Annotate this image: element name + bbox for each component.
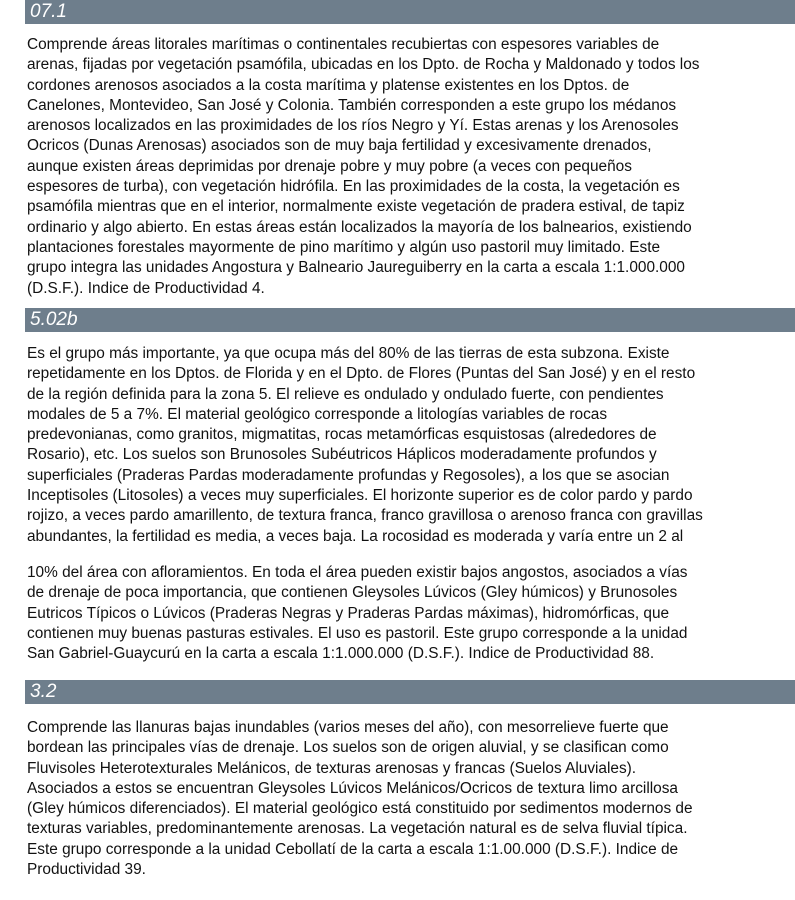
text-line: (Gley húmicos diferenciados). El material geológico está constituido por sedimentos modernos de [27, 800, 693, 818]
text-line: ordinario y algo abierto. En estas áreas están localizados la mayoría de los balnearios, existiendo [27, 218, 692, 236]
section-header-07-1 [25, 0, 795, 24]
text-line: arenas, fijadas por vegetación psamófila, ubicadas en los Dpto. de Rocha y Maldonado y todos los [27, 56, 700, 74]
text-line: Este grupo corresponde a la unidad Cebollatí de la carta a escala 1:1.00.000 (D.S.F.). Indice de [27, 840, 679, 858]
text-line: grupo integra las unidades Angostura y Balneario Jaureguiberry en la carta a escala 1:1.000.000 [27, 259, 685, 277]
text-line: Eutricos Típicos o Lúvicos (Praderas Negras y Praderas Pardas máximas), hidromórficas, que [27, 604, 670, 622]
text-line: contienen muy buenas pasturas estivales. El uso es pastoril. Este grupo corresponde a la unidad [27, 624, 688, 642]
text-line: Ocricos (Dunas Arenosas) asociados son de muy baja fertilidad y excesivamente drenados, [27, 137, 652, 155]
text-line: aunque existen áreas deprimidas por drenaje pobre y muy pobre (a veces con pequeños [27, 157, 632, 175]
text-line: repetidamente en los Dptos. de Florida y en el Dpto. de Flores (Puntas del San José) y en el resto [27, 365, 696, 383]
text-line: texturas variables, predominantemente arenosas. La vegetación natural es de selva fluvial típica. [27, 820, 688, 838]
section-paragraph-3-2 [27, 718, 787, 880]
text-line: Comprende las llanuras bajas inundables (varios meses del año), con mesorrelieve fuerte que [27, 719, 669, 736]
text-line: rojizo, a veces pardo amarillento, de textura franca, franco gravillosa o arenoso franca con gravillas [27, 507, 703, 525]
text-line: predevonianas, como granitos, migmatitas, rocas metamórficas esquistosas (alrededores de [27, 426, 657, 444]
text-line: Inceptisoles (Litosoles) a veces muy superficiales. El horizonte superior es de color pardo y pardo [27, 487, 693, 505]
section-code: 3.2 [30, 681, 57, 702]
text-line: modales de 5 a 7%. El material geológico corresponde a litologías variables de rocas [27, 405, 608, 423]
text-line: espesores de turba), con vegetación hidrófila. En las proximidades de la costa, la vegetación es [27, 178, 680, 196]
section-header-3-2 [25, 680, 795, 704]
text-line: Asociados a estos se encuentran Gleysoles Lúvicos Melánicos/Ocricos de textura limo arcillosa [27, 779, 678, 797]
text-line: bordean las principales vías de drenaje. Los suelos son de origen aluvial, y se clasifican como [27, 739, 669, 757]
text-line: arenosos localizados en las proximidades de los ríos Negro y Yí. Estas arenas y los Arenosoles [27, 117, 679, 135]
text-line: Es el grupo más importante, ya que ocupa más del 80% de las tierras de esta subzona. Existe [27, 345, 670, 362]
section-header-5-02b [25, 308, 795, 332]
text-line: cordones arenosos asociados a la costa marítima y platense existentes en los Dptos. de [27, 76, 630, 94]
text-line: Fluvisoles Heterotexturales Melánicos, de texturas arenosas y francas (Suelos Aluviales). [27, 759, 637, 777]
text-line: Comprende áreas litorales marítimas o continentales recubiertas con espesores variables de [27, 36, 660, 53]
text-line: (D.S.F.). Indice de Productividad 4. [27, 279, 265, 297]
section-paragraph-5-02b-continued [27, 563, 787, 664]
text-line: psamófila mientras que en el interior, normalmente existe vegetación de pradera estival, de tapiz [27, 198, 685, 216]
text-line: 10% del área con afloramientos. En toda el área pueden existir bajos angostos, asociados a vías [27, 564, 688, 581]
text-line: de drenaje de poca importancia, que contienen Gleysoles Lúvicos (Gley húmicos) y Brunosoles [27, 584, 678, 602]
text-line: Productividad 39. [27, 861, 146, 879]
text-line: de la región definida para la zona 5. El relieve es ondulado y ondulado fuerte, con pendientes [27, 385, 664, 403]
text-line: plantaciones forestales mayormente de pino marítimo y algún uso pastoril muy limitado. Este [27, 238, 661, 256]
text-line: superficiales (Praderas Pardas moderadamente profundas y Regosoles), a los que se asocian [27, 466, 670, 484]
text-line: San Gabriel-Guaycurú en la carta a escala 1:1.000.000 (D.S.F.). Indice de Productividad 88. [27, 645, 655, 663]
section-code: 5.02b [30, 309, 78, 330]
section-paragraph-5-02b [27, 344, 787, 547]
text-line: abundantes, la fertilidad es media, a veces baja. La rocosidad es moderada y varía entre un 2 al [27, 527, 684, 545]
section-code: 07.1 [30, 1, 67, 22]
text-line: Rosario), etc. Los suelos son Brunosoles Subéutricos Háplicos moderadamente profundos y [27, 446, 657, 464]
section-paragraph-07-1 [27, 35, 787, 299]
text-line: Canelones, Montevideo, San José y Colonia. También corresponden a este grupo los médanos [27, 96, 677, 114]
